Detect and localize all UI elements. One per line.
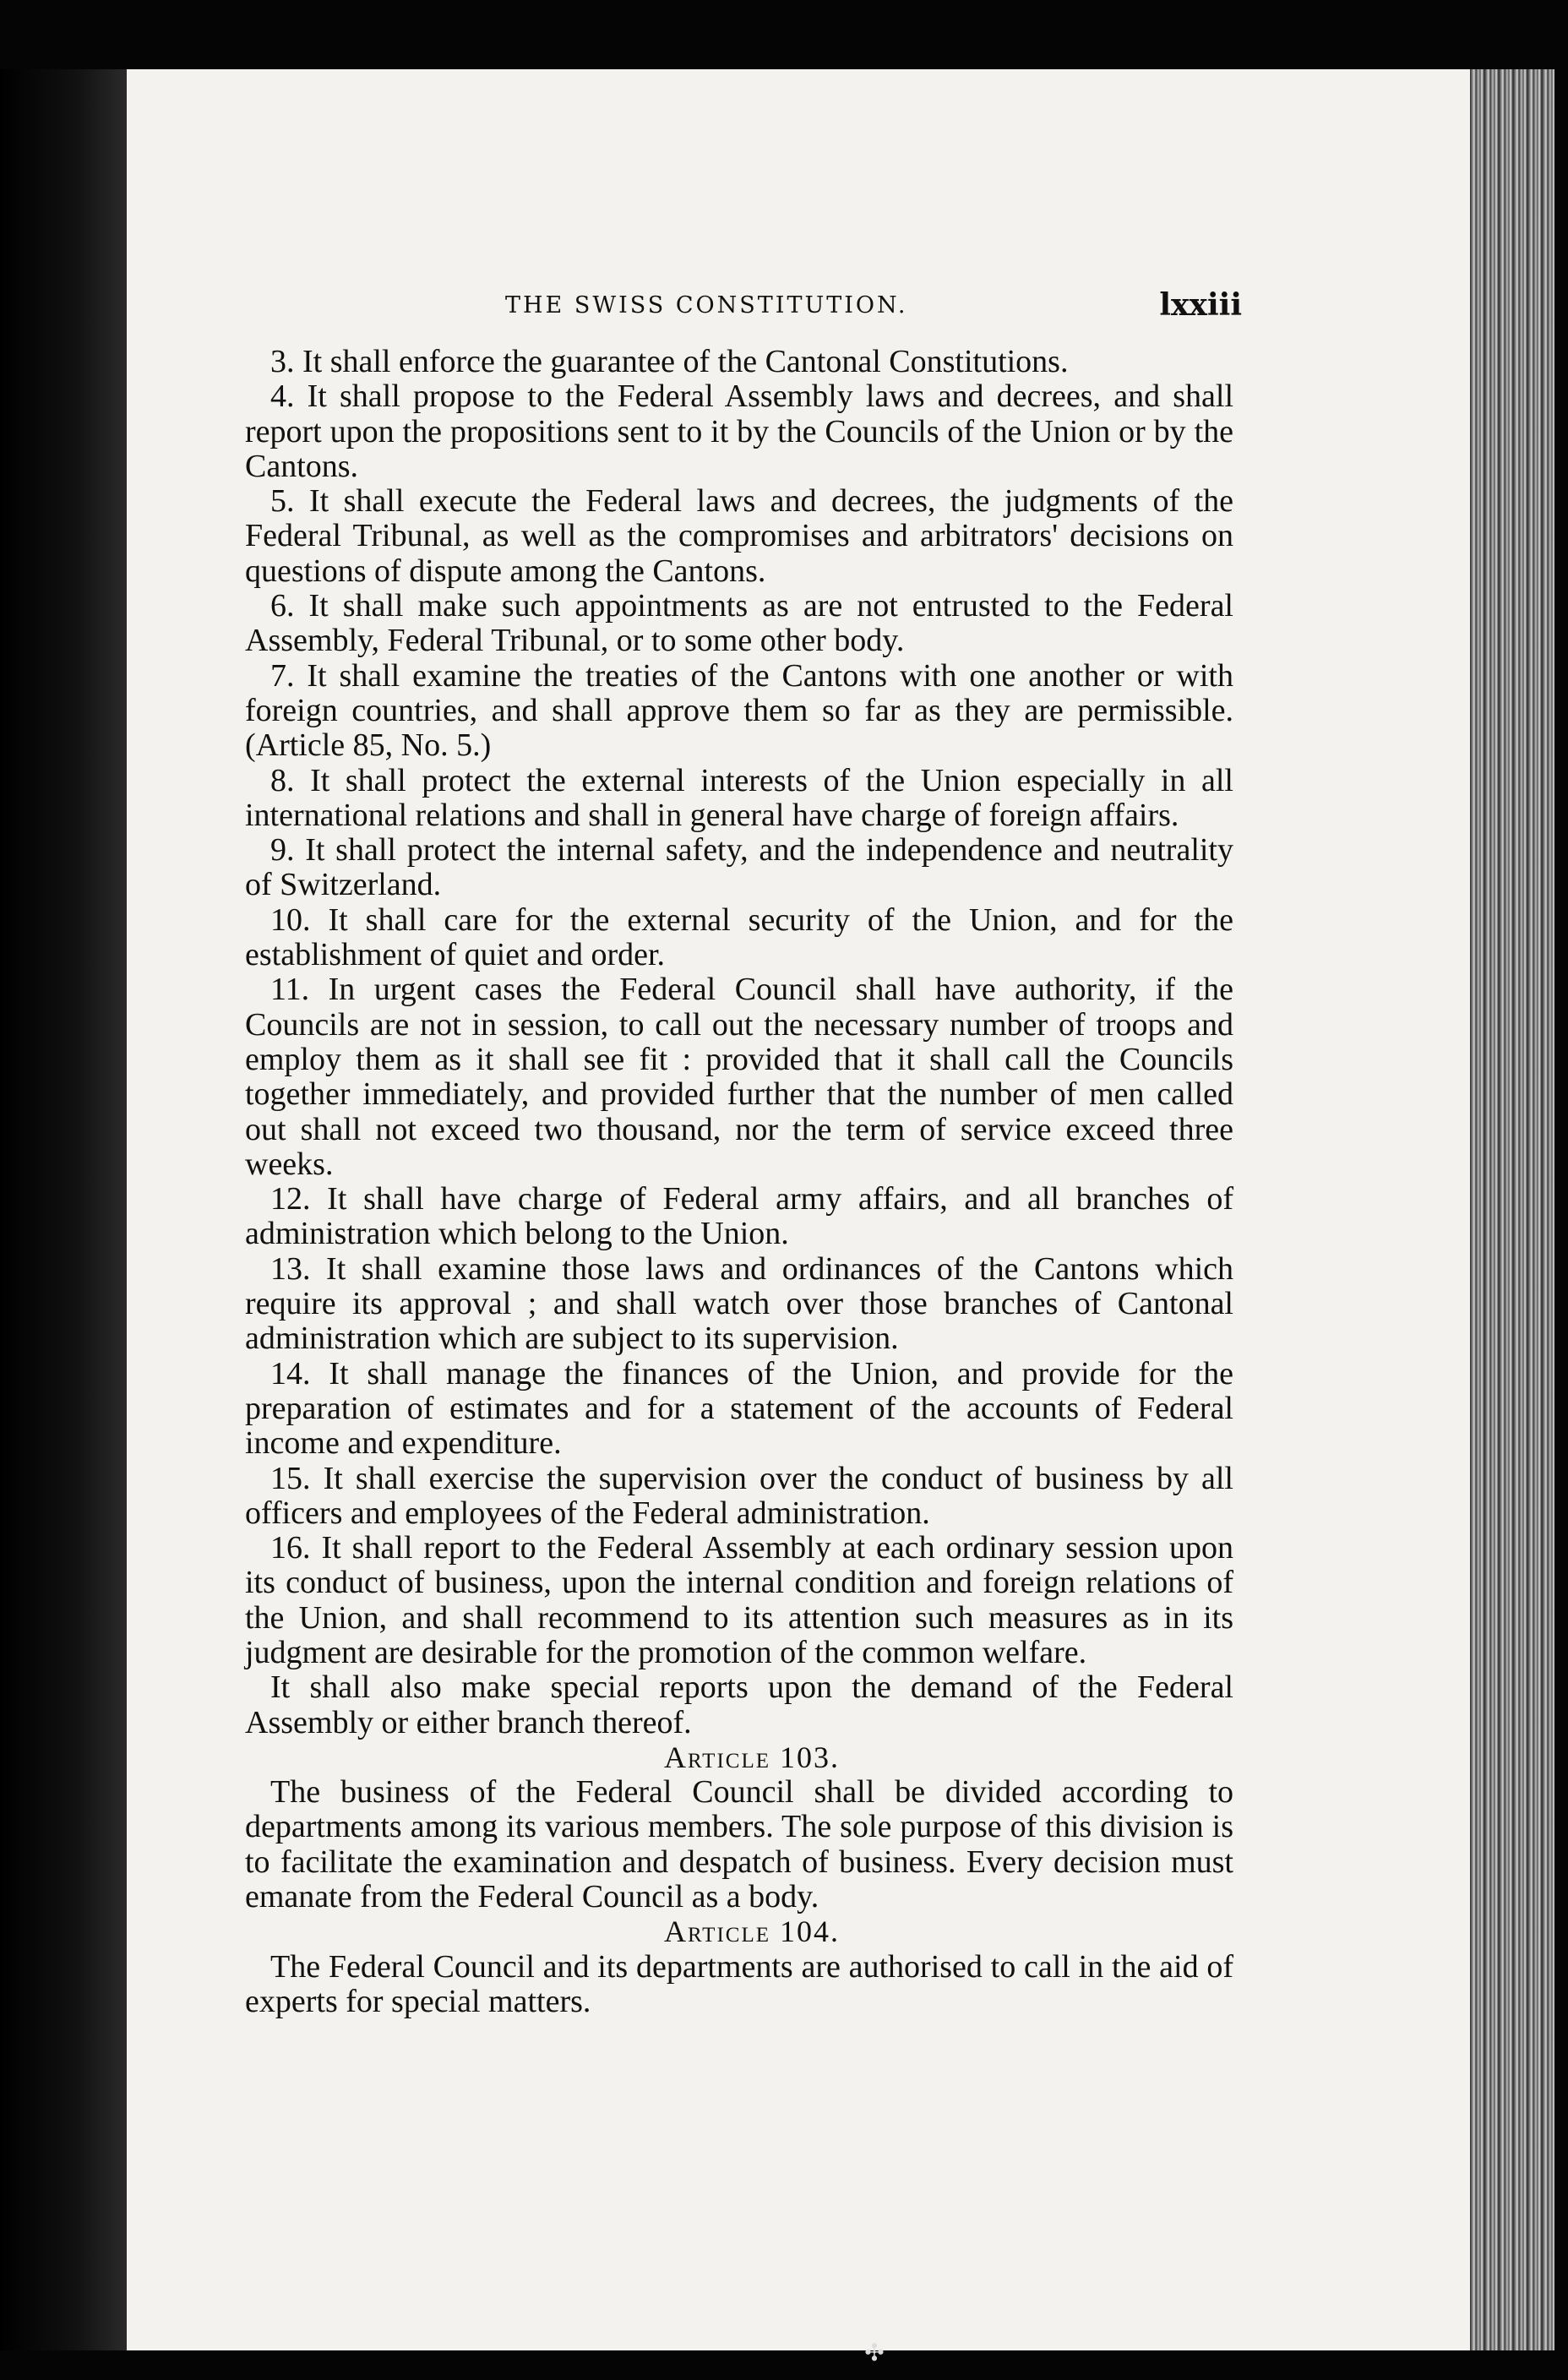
clause-11: 11. In urgent cases the Federal Council shall have authority, if the Councils are not in session, to call out the necessary number of troops and employ them as it shall see fit : provided that it shall call the Councils together immediately, and provided further that the number of men called out shall not exceed two thousand, nor the term of service exceed three weeks.: [245, 972, 1233, 1182]
clause-4: 4. It shall propose to the Federal Assembly laws and decrees, and shall report upon the propositions sent to it by the Councils of the Union or by the Cantons.: [245, 379, 1233, 484]
clause-8: 8. It shall protect the external interests of the Union especially in all international relations and shall in general have charge of foreign affairs.: [245, 762, 1233, 833]
binding-shadow: [0, 69, 127, 2350]
clause-13: 13. It shall examine those laws and ordinances of the Cantons which require its approval ; and shall watch over those branches of Cantonal administration which are subject to its supervision.: [245, 1250, 1233, 1357]
clause-15: 15. It shall exercise the supervision over the conduct of business by all officers and employees of the Federal administration.: [245, 1460, 1233, 1531]
article-104-heading: Article 104.: [664, 1914, 840, 1949]
clause-5: 5. It shall execute the Federal laws and decrees, the judgments of the Federal Tribunal, as well as the compromises and arbitrators' decisions on questions of dispute among the Cantons.: [245, 483, 1233, 589]
clause-14: 14. It shall manage the finances of the Union, and provide for the preparation of estimates and for a statement of the accounts of Federal income and expenditure.: [245, 1355, 1233, 1462]
special-reports-paragraph: It shall also make special reports upon the demand of the Federal Assembly or either branch thereof.: [245, 1669, 1233, 1740]
article-103-text: The business of the Federal Council shall be divided according to departments among its various members. The sole purpose of this division is to facilitate the examination and despatch of business. Every decision must emanate from the Federal Council as a body.: [245, 1774, 1233, 1915]
page-edges: [1470, 69, 1554, 2350]
article-103-heading: Article 103.: [664, 1740, 840, 1774]
page-header: [363, 287, 1242, 326]
clause-10: 10. It shall care for the external security of the Union, and for the establishment of quiet and order.: [245, 901, 1233, 973]
body-text: [245, 345, 1233, 2019]
clause-3: 3. It shall enforce the guarantee of the Cantonal Constitutions.: [270, 344, 1069, 379]
clause-6: 6. It shall make such appointments as are not entrusted to the Federal Assembly, Federal Tribunal, or to some other body.: [245, 588, 1233, 659]
running-title: THE SWISS CONSTITUTION.: [505, 292, 908, 319]
clause-12: 12. It shall have charge of Federal army affairs, and all branches of administration which belong to the Union.: [245, 1181, 1233, 1252]
article-104-text: The Federal Council and its departments are authorised to call in the aid of experts for special matters.: [245, 1948, 1233, 2019]
clause-9: 9. It shall protect the internal safety, and the independence and neutrality of Switzerland.: [245, 832, 1233, 903]
clause-7: 7. It shall examine the treaties of the Cantons with one another or with foreign countries, and shall approve them so far as they are permissible. (Article 85, No. 5.): [245, 657, 1233, 764]
scan-artifact-mark: ✣: [864, 2339, 885, 2366]
page-number: lxxiii: [1159, 287, 1242, 323]
clause-16: 16. It shall report to the Federal Assembly at each ordinary session upon its conduct of business, upon the internal condition and foreign relations of the Union, and shall recommend to its attention such measures as in its judgment are desirable for the promotion of the common welfare.: [245, 1530, 1233, 1670]
